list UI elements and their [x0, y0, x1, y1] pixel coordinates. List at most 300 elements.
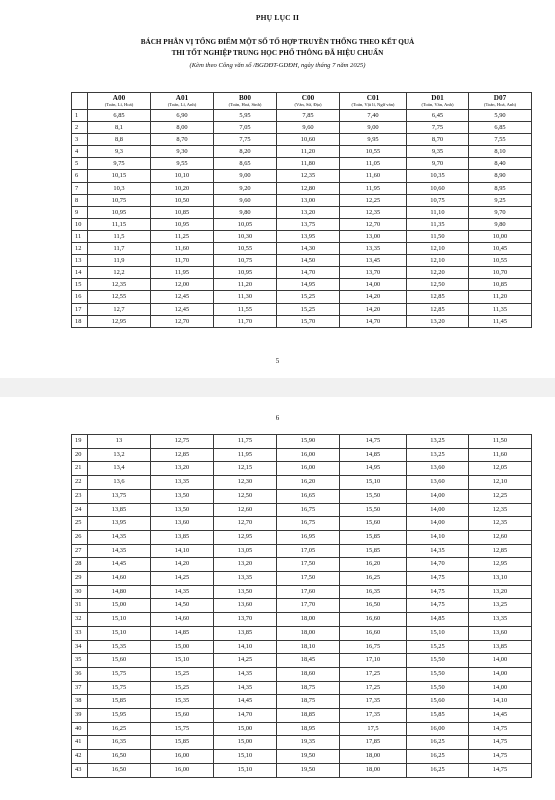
- score-cell: 19,35: [277, 736, 340, 750]
- score-cell: 5,95: [214, 110, 277, 122]
- score-cell: 10,95: [88, 206, 151, 218]
- score-cell: 9,00: [340, 122, 407, 134]
- table-row: [72, 750, 532, 764]
- score-cell: 14,00: [340, 279, 407, 291]
- row-index-cell: 12: [72, 243, 88, 255]
- score-cell: 12,60: [469, 530, 532, 544]
- score-cell: 8,10: [469, 146, 532, 158]
- score-cell: 18,00: [340, 750, 407, 764]
- row-index-cell: 35: [72, 654, 88, 668]
- score-cell: 12,7: [88, 303, 151, 315]
- table-row: [72, 709, 532, 723]
- score-cell: 16,25: [407, 763, 469, 777]
- score-cell: 12,35: [88, 279, 151, 291]
- row-index-cell: 34: [72, 640, 88, 654]
- score-cell: 12,85: [407, 291, 469, 303]
- score-cell: 15,35: [88, 640, 151, 654]
- score-cell: 13,70: [214, 613, 277, 627]
- score-cell: 12,55: [88, 291, 151, 303]
- score-cell: 12,25: [469, 489, 532, 503]
- score-cell: 10,60: [407, 182, 469, 194]
- score-cell: 10,50: [151, 194, 214, 206]
- score-cell: 13,85: [88, 503, 151, 517]
- score-cell: 15,25: [151, 681, 214, 695]
- score-cell: 16,95: [277, 530, 340, 544]
- score-cell: 19,50: [277, 763, 340, 777]
- score-cell: 15,70: [277, 315, 340, 327]
- table-row: [72, 291, 532, 303]
- score-cell: 14,60: [151, 613, 214, 627]
- score-cell: 18,60: [277, 667, 340, 681]
- row-index-cell: 40: [72, 722, 88, 736]
- score-cell: 9,70: [469, 206, 532, 218]
- table-row: [72, 517, 532, 531]
- score-cell: 11,9: [88, 255, 151, 267]
- score-cell: 10,15: [88, 170, 151, 182]
- score-cell: 13,50: [214, 585, 277, 599]
- score-cell: 14,35: [407, 544, 469, 558]
- score-cell: 12,50: [407, 279, 469, 291]
- score-cell: 15,00: [151, 640, 214, 654]
- score-cell: 10,95: [151, 218, 214, 230]
- score-cell: 17,25: [340, 681, 407, 695]
- score-cell: 12,35: [469, 503, 532, 517]
- column-header: [277, 93, 340, 110]
- score-cell: 14,35: [214, 681, 277, 695]
- score-cell: 13,70: [340, 267, 407, 279]
- score-cell: 13,00: [277, 194, 340, 206]
- score-cell: 15,85: [340, 530, 407, 544]
- score-cell: 11,75: [214, 435, 277, 449]
- score-cell: 15,10: [214, 750, 277, 764]
- row-index-cell: 28: [72, 558, 88, 572]
- table-row: [72, 146, 532, 158]
- score-cell: 9,00: [214, 170, 277, 182]
- score-cell: 6,45: [407, 110, 469, 122]
- score-cell: 10,85: [151, 206, 214, 218]
- score-cell: 9,60: [277, 122, 340, 134]
- row-index-cell: 30: [72, 585, 88, 599]
- score-cell: 11,5: [88, 230, 151, 242]
- score-cell: 13,45: [340, 255, 407, 267]
- score-cell: 13: [88, 435, 151, 449]
- score-cell: 16,35: [340, 585, 407, 599]
- column-header: [469, 93, 532, 110]
- score-cell: 16,25: [407, 736, 469, 750]
- score-cell: 13,75: [88, 489, 151, 503]
- score-cell: 10,20: [151, 182, 214, 194]
- score-cell: 13,4: [88, 462, 151, 476]
- table-row: [72, 572, 532, 586]
- column-subjects: (Toán, Lí, Anh): [167, 102, 197, 107]
- score-cell: 13,05: [214, 544, 277, 558]
- score-cell: 8,00: [151, 122, 214, 134]
- score-cell: 12,45: [151, 303, 214, 315]
- score-cell: 9,75: [88, 158, 151, 170]
- percentile-table-part-2: [71, 434, 532, 778]
- score-cell: 11,15: [88, 218, 151, 230]
- table-body-part-1: [72, 110, 532, 328]
- table-row: [72, 503, 532, 517]
- score-cell: 11,80: [277, 158, 340, 170]
- table-row: [72, 558, 532, 572]
- row-index-cell: 27: [72, 544, 88, 558]
- score-cell: 18,75: [277, 681, 340, 695]
- document-title-line-1: BÁCH PHÂN VỊ TỔNG ĐIỂM MỘT SỐ TỔ HỢP TRUYỀN THỐNG THEO KẾT QUẢ: [140, 38, 415, 46]
- table-row: [72, 194, 532, 206]
- score-cell: 16,00: [407, 722, 469, 736]
- score-cell: 15,50: [340, 489, 407, 503]
- score-cell: 14,85: [340, 448, 407, 462]
- table-row: [72, 489, 532, 503]
- score-cell: 11,25: [151, 230, 214, 242]
- score-cell: 14,00: [407, 489, 469, 503]
- score-cell: 13,50: [151, 489, 214, 503]
- score-cell: 9,25: [469, 194, 532, 206]
- score-cell: 17,50: [277, 558, 340, 572]
- score-cell: 9,80: [469, 218, 532, 230]
- score-cell: 16,75: [277, 517, 340, 531]
- score-cell: 15,85: [88, 695, 151, 709]
- score-cell: 14,10: [214, 640, 277, 654]
- row-index-cell: 14: [72, 267, 88, 279]
- score-cell: 12,70: [340, 218, 407, 230]
- score-cell: 14,45: [469, 709, 532, 723]
- score-cell: 13,6: [88, 476, 151, 490]
- score-cell: 9,60: [214, 194, 277, 206]
- score-cell: 14,95: [340, 462, 407, 476]
- score-cell: 11,35: [469, 303, 532, 315]
- score-cell: 17,35: [340, 695, 407, 709]
- score-cell: 15,75: [151, 722, 214, 736]
- score-cell: 11,55: [214, 303, 277, 315]
- score-cell: 14,80: [88, 585, 151, 599]
- score-cell: 14,25: [151, 572, 214, 586]
- score-cell: 16,60: [340, 613, 407, 627]
- score-cell: 11,7: [88, 243, 151, 255]
- score-cell: 10,05: [214, 218, 277, 230]
- score-cell: 15,60: [151, 709, 214, 723]
- score-cell: 14,35: [88, 530, 151, 544]
- score-cell: 15,25: [277, 303, 340, 315]
- score-cell: 9,30: [151, 146, 214, 158]
- score-cell: 11,50: [469, 435, 532, 449]
- score-cell: 6,85: [88, 110, 151, 122]
- score-cell: 13,10: [469, 572, 532, 586]
- score-cell: 12,35: [277, 170, 340, 182]
- table-row: [72, 626, 532, 640]
- row-index-cell: 24: [72, 503, 88, 517]
- score-cell: 16,00: [151, 763, 214, 777]
- row-index-cell: 41: [72, 736, 88, 750]
- score-cell: 9,35: [407, 146, 469, 158]
- score-cell: 18,00: [340, 763, 407, 777]
- row-index-cell: 6: [72, 170, 88, 182]
- score-cell: 13,20: [214, 558, 277, 572]
- table-row: [72, 230, 532, 242]
- score-cell: 15,10: [214, 763, 277, 777]
- document-page-5: [0, 0, 555, 378]
- score-cell: 16,25: [407, 750, 469, 764]
- score-cell: 13,60: [407, 462, 469, 476]
- score-cell: 16,25: [340, 572, 407, 586]
- score-cell: 13,25: [407, 435, 469, 449]
- score-cell: 12,50: [214, 489, 277, 503]
- score-cell: 11,10: [407, 206, 469, 218]
- score-cell: 14,70: [407, 558, 469, 572]
- score-cell: 11,95: [151, 267, 214, 279]
- score-cell: 12,30: [214, 476, 277, 490]
- table-row: [72, 640, 532, 654]
- score-cell: 18,10: [277, 640, 340, 654]
- page-number: 5: [275, 357, 280, 365]
- column-code: A00: [112, 94, 126, 102]
- table-body-part-2: [72, 435, 532, 778]
- score-cell: 16,65: [277, 489, 340, 503]
- score-cell: 13,35: [469, 613, 532, 627]
- score-cell: 16,50: [340, 599, 407, 613]
- column-subjects: (Văn, Sử, Địa): [294, 102, 322, 107]
- score-cell: 10,75: [407, 194, 469, 206]
- score-cell: 6,85: [469, 122, 532, 134]
- score-cell: 13,75: [277, 218, 340, 230]
- row-index-cell: 9: [72, 206, 88, 218]
- table-row: [72, 267, 532, 279]
- page-number: 6: [275, 414, 280, 422]
- score-cell: 13,60: [469, 626, 532, 640]
- table-row: [72, 667, 532, 681]
- table-row: [72, 654, 532, 668]
- header-index-cell: [72, 93, 88, 110]
- score-cell: 12,70: [214, 517, 277, 531]
- score-cell: 14,30: [277, 243, 340, 255]
- score-cell: 14,45: [214, 695, 277, 709]
- score-cell: 12,25: [340, 194, 407, 206]
- score-cell: 15,60: [340, 517, 407, 531]
- row-index-cell: 8: [72, 194, 88, 206]
- score-cell: 15,25: [277, 291, 340, 303]
- score-cell: 14,75: [407, 572, 469, 586]
- column-header: [214, 93, 277, 110]
- table-row: [72, 303, 532, 315]
- column-code: D07: [493, 94, 507, 102]
- score-cell: 14,50: [277, 255, 340, 267]
- table-row: [72, 435, 532, 449]
- column-code: C01: [366, 94, 380, 102]
- score-cell: 16,00: [277, 448, 340, 462]
- score-cell: 14,75: [469, 736, 532, 750]
- score-cell: 14,25: [214, 654, 277, 668]
- score-cell: 14,35: [151, 585, 214, 599]
- score-cell: 14,75: [407, 599, 469, 613]
- score-cell: 11,60: [469, 448, 532, 462]
- score-cell: 10,30: [214, 230, 277, 242]
- score-cell: 11,05: [340, 158, 407, 170]
- row-index-cell: 7: [72, 182, 88, 194]
- row-index-cell: 17: [72, 303, 88, 315]
- score-cell: 16,50: [88, 750, 151, 764]
- table-row: [72, 681, 532, 695]
- document-note: (Kèm theo Công văn số /BGDĐT-GDĐH, ngày tháng 7 năm 2025): [189, 62, 366, 69]
- score-cell: 13,35: [151, 476, 214, 490]
- table-row: [72, 279, 532, 291]
- table-row: [72, 158, 532, 170]
- table-row: [72, 763, 532, 777]
- table-row: [72, 134, 532, 146]
- score-cell: 12,15: [214, 462, 277, 476]
- table-row: [72, 206, 532, 218]
- score-cell: 12,85: [151, 448, 214, 462]
- score-cell: 15,85: [340, 544, 407, 558]
- score-cell: 13,00: [340, 230, 407, 242]
- table-row: [72, 243, 532, 255]
- column-header: [407, 93, 469, 110]
- score-cell: 16,35: [88, 736, 151, 750]
- score-cell: 8,8: [88, 134, 151, 146]
- row-index-cell: 11: [72, 230, 88, 242]
- score-cell: 12,10: [469, 476, 532, 490]
- score-cell: 9,20: [214, 182, 277, 194]
- score-cell: 12,95: [88, 315, 151, 327]
- score-cell: 9,3: [88, 146, 151, 158]
- score-cell: 15,35: [151, 695, 214, 709]
- score-cell: 8,65: [214, 158, 277, 170]
- row-index-cell: 32: [72, 613, 88, 627]
- score-cell: 9,95: [340, 134, 407, 146]
- score-cell: 10,35: [407, 170, 469, 182]
- score-cell: 14,35: [214, 667, 277, 681]
- score-cell: 10,00: [469, 230, 532, 242]
- score-cell: 17,50: [277, 572, 340, 586]
- score-cell: 8,90: [469, 170, 532, 182]
- score-cell: 13,85: [151, 530, 214, 544]
- score-cell: 15,75: [88, 667, 151, 681]
- score-cell: 17,35: [340, 709, 407, 723]
- score-cell: 13,20: [151, 462, 214, 476]
- score-cell: 9,55: [151, 158, 214, 170]
- score-cell: 14,10: [469, 695, 532, 709]
- score-cell: 14,95: [277, 279, 340, 291]
- score-cell: 6,90: [151, 110, 214, 122]
- score-cell: 10,45: [469, 243, 532, 255]
- score-cell: 14,85: [151, 626, 214, 640]
- score-cell: 18,95: [277, 722, 340, 736]
- score-cell: 13,20: [407, 315, 469, 327]
- score-cell: 15,00: [88, 599, 151, 613]
- score-cell: 13,25: [407, 448, 469, 462]
- score-cell: 11,20: [469, 291, 532, 303]
- score-cell: 13,20: [277, 206, 340, 218]
- row-index-cell: 39: [72, 709, 88, 723]
- score-cell: 12,70: [151, 315, 214, 327]
- row-index-cell: 22: [72, 476, 88, 490]
- score-cell: 8,20: [214, 146, 277, 158]
- score-cell: 17,70: [277, 599, 340, 613]
- row-index-cell: 4: [72, 146, 88, 158]
- score-cell: 11,70: [151, 255, 214, 267]
- score-cell: 7,55: [469, 134, 532, 146]
- score-cell: 11,35: [407, 218, 469, 230]
- score-cell: 13,35: [340, 243, 407, 255]
- row-index-cell: 15: [72, 279, 88, 291]
- score-cell: 12,75: [151, 435, 214, 449]
- score-cell: 11,45: [469, 315, 532, 327]
- column-code: C00: [301, 94, 315, 102]
- column-subjects: (Toán, Hoá, Sinh): [228, 102, 262, 107]
- row-index-cell: 16: [72, 291, 88, 303]
- score-cell: 12,2: [88, 267, 151, 279]
- row-index-cell: 29: [72, 572, 88, 586]
- score-cell: 12,20: [407, 267, 469, 279]
- score-cell: 14,75: [469, 722, 532, 736]
- score-cell: 15,85: [151, 736, 214, 750]
- score-cell: 16,25: [88, 722, 151, 736]
- score-cell: 15,00: [214, 722, 277, 736]
- score-cell: 14,00: [407, 503, 469, 517]
- score-cell: 18,00: [277, 626, 340, 640]
- score-cell: 17,60: [277, 585, 340, 599]
- table-row: [72, 544, 532, 558]
- score-cell: 13,25: [469, 599, 532, 613]
- score-cell: 14,10: [407, 530, 469, 544]
- row-index-cell: 26: [72, 530, 88, 544]
- score-cell: 14,75: [407, 585, 469, 599]
- score-cell: 17,25: [340, 667, 407, 681]
- score-cell: 10,60: [277, 134, 340, 146]
- score-cell: 12,45: [151, 291, 214, 303]
- score-cell: 14,10: [151, 544, 214, 558]
- score-cell: 15,10: [88, 613, 151, 627]
- score-cell: 13,60: [407, 476, 469, 490]
- score-cell: 14,35: [88, 544, 151, 558]
- row-index-cell: 2: [72, 122, 88, 134]
- table-row: [72, 462, 532, 476]
- column-subjects: (Toán, Lí, Hoá): [104, 102, 134, 107]
- score-cell: 18,85: [277, 709, 340, 723]
- score-cell: 14,20: [151, 558, 214, 572]
- score-cell: 15,50: [407, 667, 469, 681]
- score-cell: 7,05: [214, 122, 277, 134]
- score-cell: 11,20: [214, 279, 277, 291]
- score-cell: 16,75: [340, 640, 407, 654]
- score-cell: 12,35: [340, 206, 407, 218]
- row-index-cell: 36: [72, 667, 88, 681]
- score-cell: 13,85: [214, 626, 277, 640]
- score-cell: 13,85: [469, 640, 532, 654]
- score-cell: 12,85: [407, 303, 469, 315]
- column-code: B00: [239, 94, 251, 102]
- score-cell: 14,70: [277, 267, 340, 279]
- score-cell: 12,35: [469, 517, 532, 531]
- row-index-cell: 3: [72, 134, 88, 146]
- score-cell: 7,75: [214, 134, 277, 146]
- score-cell: 15,50: [407, 654, 469, 668]
- appendix-heading: PHỤ LỤC II: [255, 13, 300, 22]
- score-cell: 8,95: [469, 182, 532, 194]
- score-cell: 8,70: [407, 134, 469, 146]
- score-cell: 15,50: [407, 681, 469, 695]
- score-cell: 9,80: [214, 206, 277, 218]
- row-index-cell: 33: [72, 626, 88, 640]
- score-cell: 12,95: [214, 530, 277, 544]
- score-cell: 12,95: [469, 558, 532, 572]
- score-cell: 14,00: [469, 667, 532, 681]
- table-row: [72, 695, 532, 709]
- column-header: [151, 93, 214, 110]
- score-cell: 11,30: [214, 291, 277, 303]
- score-cell: 13,35: [214, 572, 277, 586]
- column-code: D01: [431, 94, 444, 102]
